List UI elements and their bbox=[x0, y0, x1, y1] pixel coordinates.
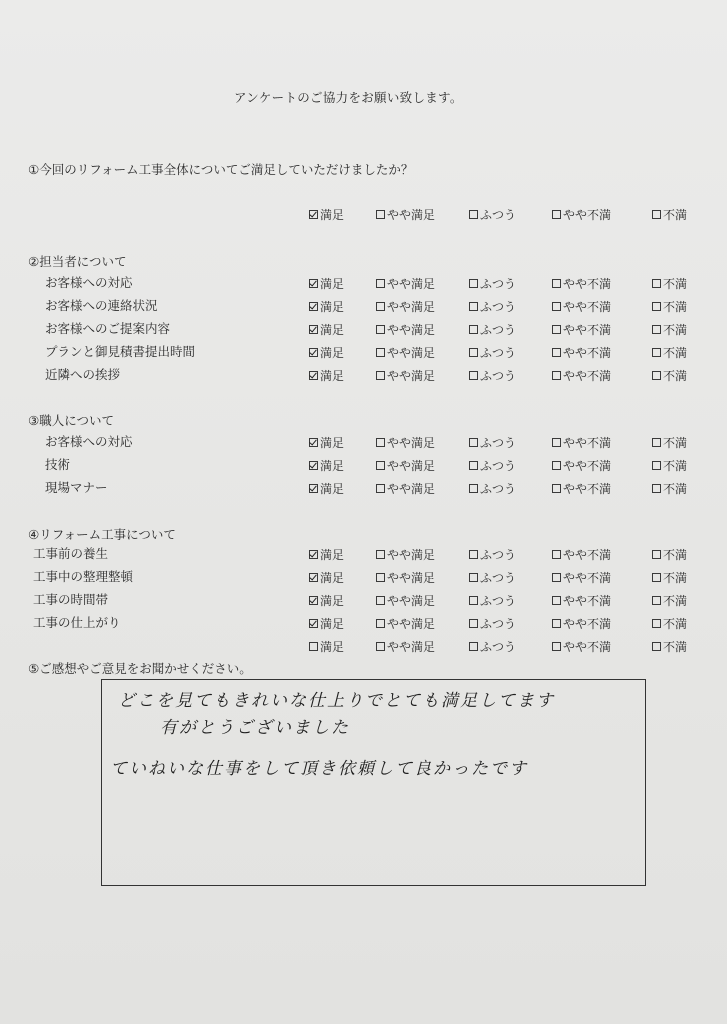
checkbox[interactable] bbox=[469, 210, 478, 219]
checkbox[interactable] bbox=[469, 279, 478, 288]
checkbox[interactable] bbox=[376, 596, 385, 605]
rating-option[interactable] bbox=[652, 298, 687, 315]
rating-option[interactable] bbox=[469, 638, 516, 655]
checkbox[interactable] bbox=[469, 438, 478, 447]
option-label: やや不満 bbox=[563, 594, 612, 608]
option-label: 不満 bbox=[663, 459, 688, 473]
rating-option[interactable] bbox=[469, 206, 516, 223]
rating-option[interactable] bbox=[309, 298, 344, 315]
rating-option[interactable] bbox=[552, 592, 611, 609]
comment-line-3: ていねいな仕事をして頂き依頼して良かったです bbox=[110, 759, 528, 779]
rating-option[interactable] bbox=[309, 275, 344, 292]
checkbox[interactable] bbox=[309, 348, 318, 357]
option-label: ふつう bbox=[480, 323, 517, 337]
option-label: やや満足 bbox=[387, 323, 436, 337]
option-label: ふつう bbox=[480, 571, 517, 585]
option-label: 不満 bbox=[663, 208, 688, 222]
rating-option[interactable] bbox=[376, 434, 435, 451]
checkbox[interactable] bbox=[652, 210, 661, 219]
option-label: やや不満 bbox=[563, 277, 612, 291]
rating-option[interactable] bbox=[376, 298, 435, 315]
row-label: お客様への対応 bbox=[45, 275, 133, 290]
checkbox[interactable] bbox=[552, 619, 561, 628]
option-label: 満足 bbox=[320, 594, 345, 608]
option-label: 満足 bbox=[320, 459, 345, 473]
rating-option[interactable] bbox=[376, 480, 435, 497]
checkbox[interactable] bbox=[469, 302, 478, 311]
rating-option[interactable] bbox=[309, 344, 344, 361]
rating-option[interactable] bbox=[652, 569, 687, 586]
option-label: やや満足 bbox=[387, 459, 436, 473]
row-label: お客様への連絡状況 bbox=[45, 298, 158, 313]
row-label: 近隣への挨拶 bbox=[45, 367, 121, 382]
rating-option[interactable] bbox=[376, 546, 435, 563]
option-label: やや満足 bbox=[387, 346, 436, 360]
rating-option[interactable] bbox=[469, 615, 516, 632]
checkbox[interactable] bbox=[552, 210, 561, 219]
q3-heading: ③職人について bbox=[28, 413, 114, 428]
option-label: やや満足 bbox=[387, 548, 436, 562]
rating-option[interactable] bbox=[469, 569, 516, 586]
checkbox[interactable] bbox=[552, 484, 561, 493]
checkbox[interactable] bbox=[652, 642, 661, 651]
option-label: やや満足 bbox=[387, 571, 436, 585]
option-label: 満足 bbox=[320, 482, 345, 496]
rating-option[interactable] bbox=[376, 569, 435, 586]
option-label: ふつう bbox=[480, 277, 517, 291]
rating-option[interactable] bbox=[652, 615, 687, 632]
option-label: 不満 bbox=[663, 571, 688, 585]
checkbox[interactable] bbox=[652, 438, 661, 447]
rating-option[interactable] bbox=[309, 367, 344, 384]
option-label: 不満 bbox=[663, 617, 688, 631]
option-label: ふつう bbox=[480, 300, 517, 314]
checkbox[interactable] bbox=[469, 642, 478, 651]
option-label: ふつう bbox=[480, 594, 517, 608]
rating-option[interactable] bbox=[309, 434, 344, 451]
rating-option[interactable] bbox=[376, 344, 435, 361]
option-label: 満足 bbox=[320, 617, 345, 631]
row-label: 現場マナー bbox=[45, 480, 108, 495]
checkbox[interactable] bbox=[309, 279, 318, 288]
comment-line-2: 有がとうございました bbox=[160, 718, 350, 738]
rating-option[interactable] bbox=[652, 592, 687, 609]
rating-option[interactable] bbox=[552, 638, 611, 655]
rating-option[interactable] bbox=[652, 367, 687, 384]
checkbox[interactable] bbox=[552, 573, 561, 582]
row-label: 技術 bbox=[45, 457, 71, 472]
rating-option[interactable] bbox=[469, 367, 516, 384]
option-label: やや満足 bbox=[387, 208, 436, 222]
option-label: やや不満 bbox=[563, 482, 612, 496]
option-label: 不満 bbox=[663, 640, 688, 654]
checkbox[interactable] bbox=[469, 550, 478, 559]
rating-option[interactable] bbox=[652, 457, 687, 474]
rating-option[interactable] bbox=[652, 638, 687, 655]
option-label: ふつう bbox=[480, 617, 517, 631]
rating-option[interactable] bbox=[309, 592, 344, 609]
rating-option[interactable] bbox=[376, 206, 435, 223]
checkbox[interactable] bbox=[469, 371, 478, 380]
rating-option[interactable] bbox=[469, 321, 516, 338]
option-label: やや不満 bbox=[563, 640, 612, 654]
q4-heading: ④リフォーム工事について bbox=[28, 527, 176, 542]
row-label: 工事の仕上がり bbox=[33, 615, 121, 630]
checkbox[interactable] bbox=[309, 461, 318, 470]
rating-option[interactable] bbox=[376, 275, 435, 292]
checkbox[interactable] bbox=[652, 279, 661, 288]
checkbox[interactable] bbox=[552, 348, 561, 357]
option-label: 満足 bbox=[320, 640, 345, 654]
row-label: プランと御見積書提出時間 bbox=[45, 344, 196, 359]
checkbox[interactable] bbox=[376, 642, 385, 651]
option-label: やや不満 bbox=[563, 548, 612, 562]
checkbox[interactable] bbox=[652, 596, 661, 605]
q5-heading: ⑤ご感想やご意見をお聞かせください。 bbox=[28, 661, 252, 676]
checkbox[interactable] bbox=[652, 461, 661, 470]
checkbox[interactable] bbox=[552, 550, 561, 559]
q1-heading: ①今回のリフォーム工事全体についてご満足していただけましたか？ bbox=[28, 162, 414, 177]
option-label: 不満 bbox=[663, 346, 688, 360]
checkbox[interactable] bbox=[652, 325, 661, 334]
rating-option[interactable] bbox=[652, 434, 687, 451]
option-label: 不満 bbox=[663, 482, 688, 496]
row-label: お客様へのご提案内容 bbox=[45, 321, 171, 336]
option-label: やや不満 bbox=[563, 617, 612, 631]
rating-option[interactable] bbox=[652, 275, 687, 292]
checkbox[interactable] bbox=[552, 371, 561, 380]
rating-option[interactable] bbox=[652, 546, 687, 563]
rating-option[interactable] bbox=[309, 321, 344, 338]
rating-option[interactable] bbox=[552, 569, 611, 586]
rating-option[interactable] bbox=[469, 457, 516, 474]
row-label: 工事中の整理整頓 bbox=[33, 569, 134, 584]
checkbox[interactable] bbox=[469, 348, 478, 357]
option-label: やや満足 bbox=[387, 640, 436, 654]
rating-option[interactable] bbox=[309, 569, 344, 586]
option-label: やや不満 bbox=[563, 459, 612, 473]
option-label: やや満足 bbox=[387, 482, 436, 496]
checkbox[interactable] bbox=[309, 484, 318, 493]
checkbox[interactable] bbox=[309, 642, 318, 651]
rating-option[interactable] bbox=[309, 546, 344, 563]
checkbox[interactable] bbox=[652, 619, 661, 628]
option-label: やや不満 bbox=[563, 208, 612, 222]
option-label: 満足 bbox=[320, 346, 345, 360]
checkbox[interactable] bbox=[309, 438, 318, 447]
checkbox[interactable] bbox=[309, 302, 318, 311]
option-label: 満足 bbox=[320, 369, 345, 383]
rating-option[interactable] bbox=[469, 298, 516, 315]
checkbox[interactable] bbox=[376, 279, 385, 288]
option-label: 不満 bbox=[663, 323, 688, 337]
option-label: やや満足 bbox=[387, 617, 436, 631]
option-label: 不満 bbox=[663, 300, 688, 314]
option-label: 満足 bbox=[320, 300, 345, 314]
option-label: やや不満 bbox=[563, 300, 612, 314]
option-label: 満足 bbox=[320, 277, 345, 291]
checkbox[interactable] bbox=[469, 325, 478, 334]
checkbox[interactable] bbox=[652, 302, 661, 311]
rating-option[interactable] bbox=[376, 615, 435, 632]
checkbox[interactable] bbox=[469, 573, 478, 582]
checkbox[interactable] bbox=[469, 596, 478, 605]
q2-heading: ②担当者について bbox=[28, 254, 127, 269]
option-label: ふつう bbox=[480, 548, 517, 562]
option-label: やや不満 bbox=[563, 571, 612, 585]
option-label: 不満 bbox=[663, 277, 688, 291]
option-label: ふつう bbox=[480, 208, 517, 222]
rating-option[interactable] bbox=[469, 344, 516, 361]
rating-option[interactable] bbox=[552, 298, 611, 315]
rating-option[interactable] bbox=[552, 480, 611, 497]
option-label: 不満 bbox=[663, 369, 688, 383]
checkbox[interactable] bbox=[552, 279, 561, 288]
option-label: ふつう bbox=[480, 436, 517, 450]
option-label: ふつう bbox=[480, 640, 517, 654]
rating-option[interactable] bbox=[652, 480, 687, 497]
rating-option[interactable] bbox=[552, 434, 611, 451]
checkbox[interactable] bbox=[376, 550, 385, 559]
checkbox[interactable] bbox=[376, 325, 385, 334]
checkbox[interactable] bbox=[376, 619, 385, 628]
rating-option[interactable] bbox=[652, 321, 687, 338]
option-label: 満足 bbox=[320, 548, 345, 562]
rating-option[interactable] bbox=[552, 344, 611, 361]
rating-option[interactable] bbox=[552, 546, 611, 563]
option-label: ふつう bbox=[480, 459, 517, 473]
rating-option[interactable] bbox=[552, 321, 611, 338]
rating-option[interactable] bbox=[376, 457, 435, 474]
option-label: やや満足 bbox=[387, 300, 436, 314]
rating-option[interactable] bbox=[309, 638, 344, 655]
option-label: やや不満 bbox=[563, 436, 612, 450]
rating-option[interactable] bbox=[469, 592, 516, 609]
checkbox[interactable] bbox=[552, 642, 561, 651]
rating-option[interactable] bbox=[469, 434, 516, 451]
checkbox[interactable] bbox=[376, 484, 385, 493]
checkbox[interactable] bbox=[652, 348, 661, 357]
checkbox[interactable] bbox=[552, 461, 561, 470]
checkbox[interactable] bbox=[309, 619, 318, 628]
checkbox[interactable] bbox=[552, 325, 561, 334]
option-label: やや不満 bbox=[563, 346, 612, 360]
row-label: 工事の時間帯 bbox=[33, 592, 109, 607]
checkbox[interactable] bbox=[376, 348, 385, 357]
rating-option[interactable] bbox=[469, 546, 516, 563]
option-label: やや満足 bbox=[387, 277, 436, 291]
rating-option[interactable] bbox=[469, 275, 516, 292]
checkbox[interactable] bbox=[376, 302, 385, 311]
option-label: 満足 bbox=[320, 208, 345, 222]
checkbox[interactable] bbox=[309, 325, 318, 334]
option-label: ふつう bbox=[480, 369, 517, 383]
comment-line-1: どこを見てもきれいな仕上りでとても満足してます bbox=[118, 691, 555, 711]
rating-option[interactable] bbox=[652, 206, 687, 223]
option-label: 満足 bbox=[320, 571, 345, 585]
checkbox[interactable] bbox=[309, 596, 318, 605]
option-label: 不満 bbox=[663, 436, 688, 450]
checkbox[interactable] bbox=[309, 210, 318, 219]
checkbox[interactable] bbox=[552, 302, 561, 311]
checkbox[interactable] bbox=[376, 461, 385, 470]
rating-option[interactable] bbox=[376, 592, 435, 609]
row-label: お客様への対応 bbox=[45, 434, 133, 449]
option-label: やや満足 bbox=[387, 369, 436, 383]
checkbox[interactable] bbox=[652, 371, 661, 380]
checkbox[interactable] bbox=[376, 573, 385, 582]
checkbox[interactable] bbox=[552, 596, 561, 605]
checkbox[interactable] bbox=[376, 371, 385, 380]
rating-option[interactable] bbox=[376, 321, 435, 338]
rating-option[interactable] bbox=[469, 480, 516, 497]
checkbox[interactable] bbox=[309, 371, 318, 380]
option-label: やや満足 bbox=[387, 436, 436, 450]
option-label: ふつう bbox=[480, 346, 517, 360]
page-title: アンケートのご協力をお願い致します。 bbox=[234, 90, 463, 105]
option-label: 不満 bbox=[663, 594, 688, 608]
option-label: やや不満 bbox=[563, 369, 612, 383]
rating-option[interactable] bbox=[309, 457, 344, 474]
rating-option[interactable] bbox=[309, 615, 344, 632]
rating-option[interactable] bbox=[376, 367, 435, 384]
checkbox[interactable] bbox=[652, 573, 661, 582]
rating-option[interactable] bbox=[376, 638, 435, 655]
option-label: 満足 bbox=[320, 436, 345, 450]
checkbox[interactable] bbox=[309, 550, 318, 559]
checkbox[interactable] bbox=[652, 550, 661, 559]
checkbox[interactable] bbox=[309, 573, 318, 582]
rating-option[interactable] bbox=[309, 480, 344, 497]
rating-option[interactable] bbox=[552, 275, 611, 292]
checkbox[interactable] bbox=[469, 461, 478, 470]
rating-option[interactable] bbox=[552, 206, 611, 223]
option-label: 満足 bbox=[320, 323, 345, 337]
checkbox[interactable] bbox=[552, 438, 561, 447]
checkbox[interactable] bbox=[469, 484, 478, 493]
checkbox[interactable] bbox=[376, 438, 385, 447]
rating-option[interactable] bbox=[652, 344, 687, 361]
rating-option[interactable] bbox=[309, 206, 344, 223]
rating-option[interactable] bbox=[552, 367, 611, 384]
rating-option[interactable] bbox=[552, 457, 611, 474]
option-label: やや不満 bbox=[563, 323, 612, 337]
rating-option[interactable] bbox=[552, 615, 611, 632]
option-label: ふつう bbox=[480, 482, 517, 496]
row-label: 工事前の養生 bbox=[33, 546, 109, 561]
option-label: 不満 bbox=[663, 548, 688, 562]
option-label: やや満足 bbox=[387, 594, 436, 608]
checkbox[interactable] bbox=[376, 210, 385, 219]
checkbox[interactable] bbox=[469, 619, 478, 628]
checkbox[interactable] bbox=[652, 484, 661, 493]
